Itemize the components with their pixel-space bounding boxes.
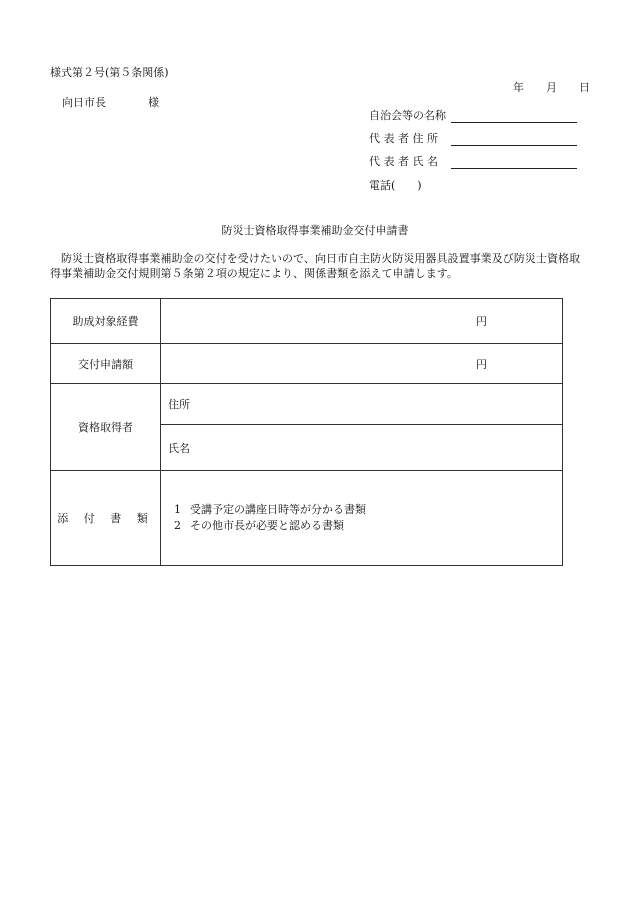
applicant-org-field[interactable] bbox=[451, 110, 577, 123]
document-title: 防災士資格取得事業補助金交付申請書 bbox=[221, 224, 409, 237]
attachments-row bbox=[51, 471, 563, 566]
attachments-label bbox=[51, 471, 161, 566]
application-amount-yen: 円 bbox=[476, 357, 487, 371]
applicant-phone[interactable]: 電話( ) bbox=[369, 179, 422, 192]
subsidy-cost-row bbox=[51, 299, 563, 344]
addressee bbox=[62, 94, 159, 110]
date-line bbox=[513, 79, 590, 95]
applicant-org-row bbox=[369, 107, 577, 123]
attachment-text: 受講予定の講座日時等が分かる書類 bbox=[190, 503, 366, 516]
date-day-label: 日 bbox=[579, 81, 590, 94]
attachment-text: その他市長が必要と認める書類 bbox=[190, 519, 344, 532]
qualifier-label: 資格取得者 bbox=[51, 384, 161, 471]
application-amount-row bbox=[51, 344, 563, 384]
application-amount-label: 交付申請額 bbox=[51, 344, 161, 384]
subsidy-cost-field[interactable] bbox=[161, 299, 563, 344]
date-month-label: 月 bbox=[546, 81, 557, 94]
form-number: 様式第２号(第５条関係) bbox=[50, 66, 169, 79]
attachment-number: 1 bbox=[174, 503, 181, 516]
body-text: 防災士資格取得事業補助金の交付を受けたいので、向日市自主防火防災用器具設置事業及び防災士資格取得事業補助金交付規則第５条第２項の規定により、関係書類を添えて申請します。 bbox=[50, 252, 581, 280]
applicant-org-label: 自治会等の名称 bbox=[369, 109, 446, 122]
qualifier-name-field[interactable] bbox=[161, 425, 563, 471]
applicant-address-field[interactable] bbox=[451, 133, 577, 146]
attachments-label-text: 添 付 書 類 bbox=[57, 512, 154, 525]
qualifier-name-label: 氏名 bbox=[168, 441, 190, 455]
qualifier-address-field[interactable] bbox=[161, 384, 563, 425]
subsidy-cost-label: 助成対象経費 bbox=[51, 299, 161, 344]
addressee-honorific: 様 bbox=[148, 96, 159, 109]
addressee-name: 向日市長 bbox=[62, 96, 106, 109]
applicant-address-row bbox=[369, 130, 577, 146]
qualifier-address-row bbox=[51, 384, 563, 425]
application-table bbox=[50, 298, 563, 566]
attachment-item bbox=[174, 518, 562, 534]
application-amount-field[interactable] bbox=[161, 344, 563, 384]
applicant-name-label: 代 表 者 氏 名 bbox=[369, 155, 438, 168]
qualifier-address-label: 住所 bbox=[168, 398, 190, 411]
attachment-item bbox=[174, 502, 562, 518]
attachment-number: 2 bbox=[174, 519, 181, 532]
attachments-list bbox=[161, 471, 563, 566]
applicant-name-row bbox=[369, 153, 577, 169]
applicant-name-field[interactable] bbox=[451, 156, 577, 169]
applicant-address-label: 代 表 者 住 所 bbox=[369, 132, 438, 145]
subsidy-cost-yen: 円 bbox=[476, 315, 487, 328]
date-year-label: 年 bbox=[513, 81, 524, 94]
